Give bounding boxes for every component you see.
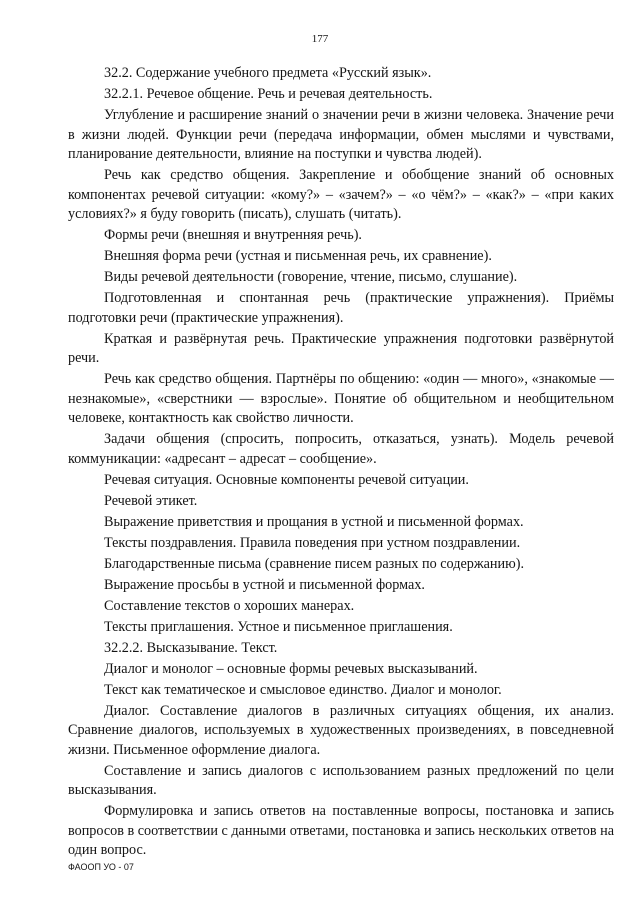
paragraph: Внешняя форма речи (устная и письменная речь, их сравнение).	[104, 248, 492, 264]
paragraph: Тексты приглашения. Устное и письменное приглашения.	[104, 618, 453, 635]
paragraph: Составление и запись диалогов с использованием разных предложений по цели высказывания.	[68, 762, 614, 798]
section-heading: 32.2. Содержание учебного предмета «Русский язык».	[104, 65, 432, 81]
paragraph: Составление текстов о хороших манерах.	[104, 597, 355, 614]
paragraph: Речь как средство общения. Партнёры по общению: «один — много», «знакомые — незнакомые», «сверстники — взрослые». Понятие об общительном и необщительном человеке, контактность как свойство личности.	[68, 371, 614, 426]
paragraph: Благодарственные письма (сравнение писем разных по содержанию).	[104, 555, 524, 572]
paragraph: Диалог и монолог – основные формы речевых высказываний.	[104, 660, 478, 677]
paragraph: Текст как тематическое и смысловое единство. Диалог и монолог.	[104, 681, 502, 698]
paragraph: Подготовленная и спонтанная речь (практические упражнения). Приёмы подготовки речи (практические упражнения).	[68, 290, 614, 326]
paragraph: Формы речи (внешняя и внутренняя речь).	[104, 227, 362, 243]
paragraph: Задачи общения (спросить, попросить, отказаться, узнать). Модель речевой коммуникации: «адресант – адресат – сообщение».	[68, 431, 614, 467]
paragraph: Углубление и расширение знаний о значении речи в жизни человека. Значение речи в жизни людей. Функции речи (передача информации, обмен мыслями и чувствами, планирование деятельности, влияние на поступки и чувства людей).	[68, 107, 614, 162]
subsection-heading: 32.2.1. Речевое общение. Речь и речевая деятельность.	[104, 86, 433, 102]
footer-code: ФАООП УО - 07	[68, 862, 134, 872]
subsection-heading: 32.2.2. Высказывание. Текст.	[104, 639, 278, 656]
paragraph: Формулировка и запись ответов на поставленные вопросы, постановка и запись вопросов в соответствии с данными ответами, постановка и запись нескольких ответов на один вопрос.	[68, 803, 614, 858]
document-body	[68, 64, 614, 862]
paragraph: Диалог. Составление диалогов в различных ситуациях общения, их анализ. Сравнение диалогов, используемых в художественных произведениях, в повседневной жизни. Письменное оформление диалога.	[68, 702, 614, 758]
paragraph: Тексты поздравления. Правила поведения при устном поздравлении.	[104, 534, 521, 551]
paragraph: Речевая ситуация. Основные компоненты речевой ситуации.	[104, 471, 469, 488]
paragraph: Речевой этикет.	[104, 492, 198, 509]
paragraph: Выражение просьбы в устной и письменной формах.	[104, 576, 425, 593]
page-number: 177	[311, 33, 329, 45]
paragraph: Выражение приветствия и прощания в устной и письменной формах.	[104, 513, 524, 530]
paragraph: Виды речевой деятельности (говорение, чтение, письмо, слушание).	[104, 269, 518, 285]
paragraph: Речь как средство общения. Закрепление и обобщение знаний об основных компонентах речевой ситуации: «кому?» – «зачем?» – «о чём?» – «как?» – «при каких условиях?» я буду говорить (писать), слушать (читать).	[68, 167, 614, 222]
paragraph: Краткая и развёрнутая речь. Практические упражнения подготовки развёрнутой речи.	[68, 330, 614, 366]
